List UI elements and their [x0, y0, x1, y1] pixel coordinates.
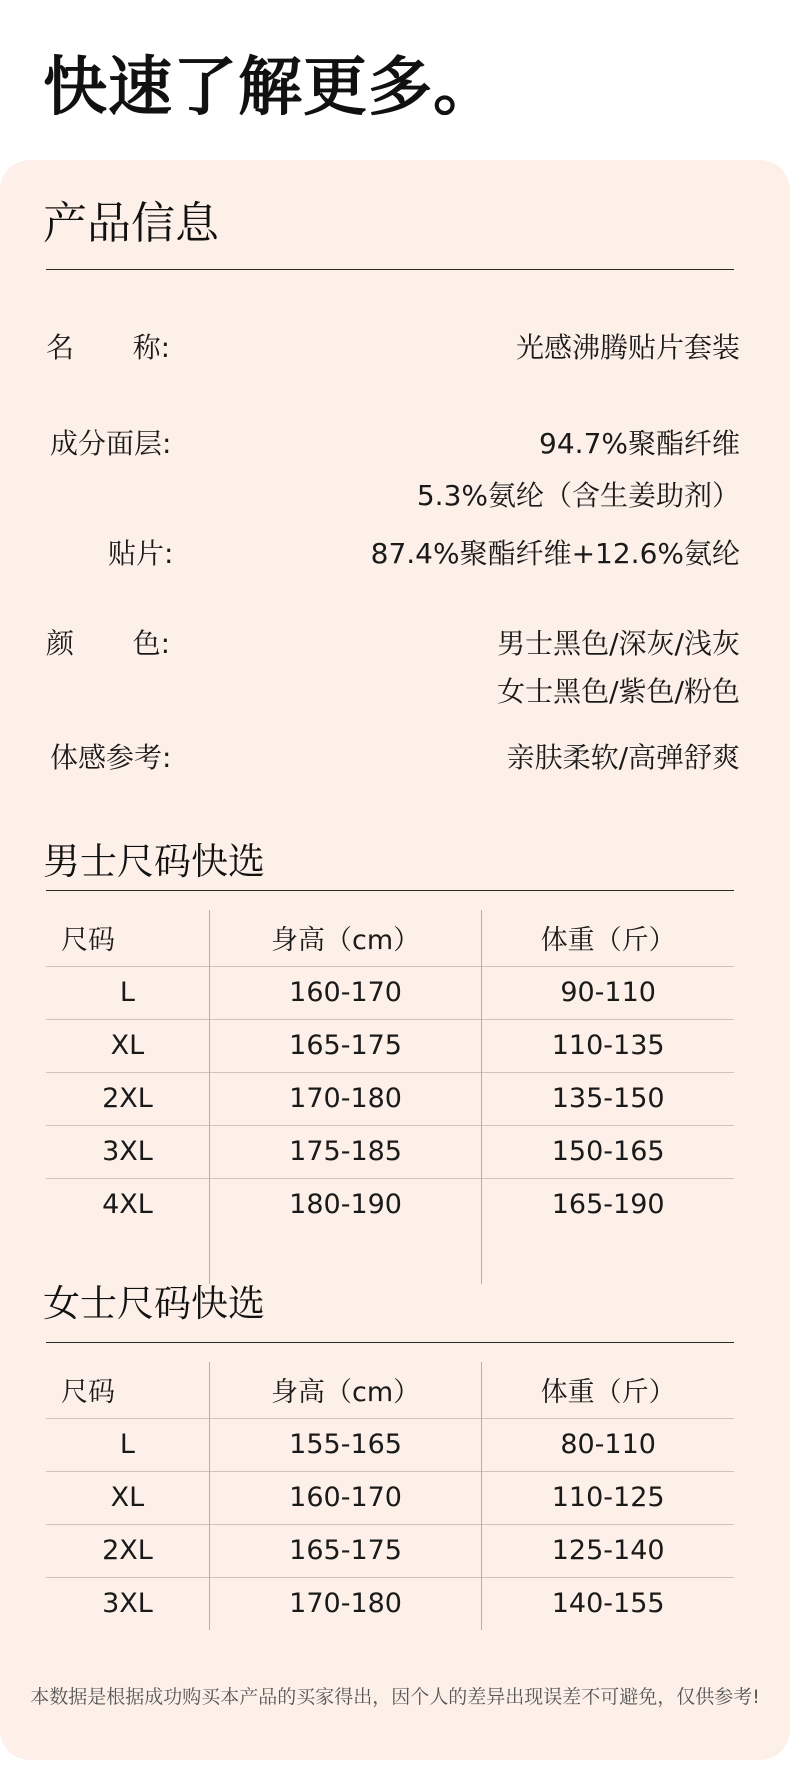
height-cell: 165-175 [209, 1019, 481, 1072]
header-height: 身高（cm） [209, 910, 481, 966]
size-cell: 3XL [46, 1577, 209, 1630]
height-cell: 165-175 [209, 1524, 481, 1577]
height-cell: 170-180 [209, 1072, 481, 1125]
table-row [46, 1471, 734, 1524]
size-cell: XL [46, 1019, 209, 1072]
weight-cell: 135-150 [482, 1072, 734, 1125]
color-label [46, 626, 170, 662]
height-cell: 160-170 [209, 966, 481, 1019]
women-size-divider [46, 1342, 734, 1343]
size-cell: XL [46, 1471, 209, 1524]
weight-cell: 125-140 [482, 1524, 734, 1577]
name-value: 光感沸腾贴片套装 [515, 331, 740, 364]
table-row [46, 1125, 734, 1178]
page-headline: 快速了解更多。 [43, 51, 498, 125]
feel-value: 亲肤柔软/高弹舒爽 [506, 741, 740, 774]
table-row [46, 1524, 734, 1577]
color-value-women: 女士黑色/紫色/粉色 [497, 675, 740, 708]
size-cell: L [46, 1418, 209, 1471]
patch-value: 87.4%聚酯纤维+12.6%氨纶 [370, 537, 740, 570]
weight-cell: 110-135 [482, 1019, 734, 1072]
table-row [46, 1418, 734, 1471]
color-label-left: 颜 [46, 627, 75, 660]
product-info-title: 产品信息 [43, 198, 219, 249]
women-size-title: 女士尺码快选 [43, 1282, 265, 1325]
header-height: 身高（cm） [209, 1362, 481, 1418]
size-cell: 3XL [46, 1125, 209, 1178]
header-size: 尺码 [61, 1377, 115, 1409]
name-label [46, 330, 170, 366]
height-cell: 175-185 [209, 1125, 481, 1178]
table-row [46, 1019, 734, 1072]
height-cell: 170-180 [209, 1577, 481, 1630]
weight-cell: 80-110 [482, 1418, 734, 1471]
header-size: 尺码 [61, 925, 115, 957]
size-cell: 2XL [46, 1524, 209, 1577]
header-weight: 体重（斤） [482, 910, 734, 966]
table-bottom-padding [46, 1231, 734, 1284]
table-header-row [46, 910, 734, 966]
weight-cell: 110-125 [482, 1471, 734, 1524]
color-label-right: 色: [132, 627, 170, 660]
color-value-men: 男士黑色/深灰/浅灰 [497, 627, 740, 660]
weight-cell: 140-155 [482, 1577, 734, 1630]
table-row [46, 966, 734, 1019]
header-weight: 体重（斤） [482, 1362, 734, 1418]
table-row [46, 1072, 734, 1125]
height-cell: 180-190 [209, 1178, 481, 1231]
men-size-table [46, 910, 734, 1284]
disclaimer-note: 本数据是根据成功购买本产品的买家得出，因个人的差异出现误差不可避免，仅供参考! [30, 1686, 760, 1708]
name-label-right: 称: [132, 331, 170, 364]
size-cell: 4XL [46, 1178, 209, 1231]
weight-cell: 90-110 [482, 966, 734, 1019]
patch-label: 贴片: [108, 537, 174, 570]
weight-cell: 165-190 [482, 1178, 734, 1231]
size-cell: 2XL [46, 1072, 209, 1125]
composition-value-1: 94.7%聚酯纤维 [539, 427, 740, 460]
height-cell: 160-170 [209, 1471, 481, 1524]
men-size-divider [46, 890, 734, 891]
table-row [46, 1178, 734, 1231]
composition-label: 成分面层: [50, 427, 172, 460]
table-header-row [46, 1362, 734, 1418]
women-size-table [46, 1362, 734, 1630]
name-label-left: 名 [46, 331, 75, 364]
height-cell: 155-165 [209, 1418, 481, 1471]
feel-label: 体感参考: [50, 741, 172, 774]
composition-value-2: 5.3%氨纶（含生姜助剂） [416, 479, 740, 512]
weight-cell: 150-165 [482, 1125, 734, 1178]
men-size-title: 男士尺码快选 [43, 840, 265, 883]
product-info-divider [46, 269, 734, 270]
size-cell: L [46, 966, 209, 1019]
table-row [46, 1577, 734, 1630]
